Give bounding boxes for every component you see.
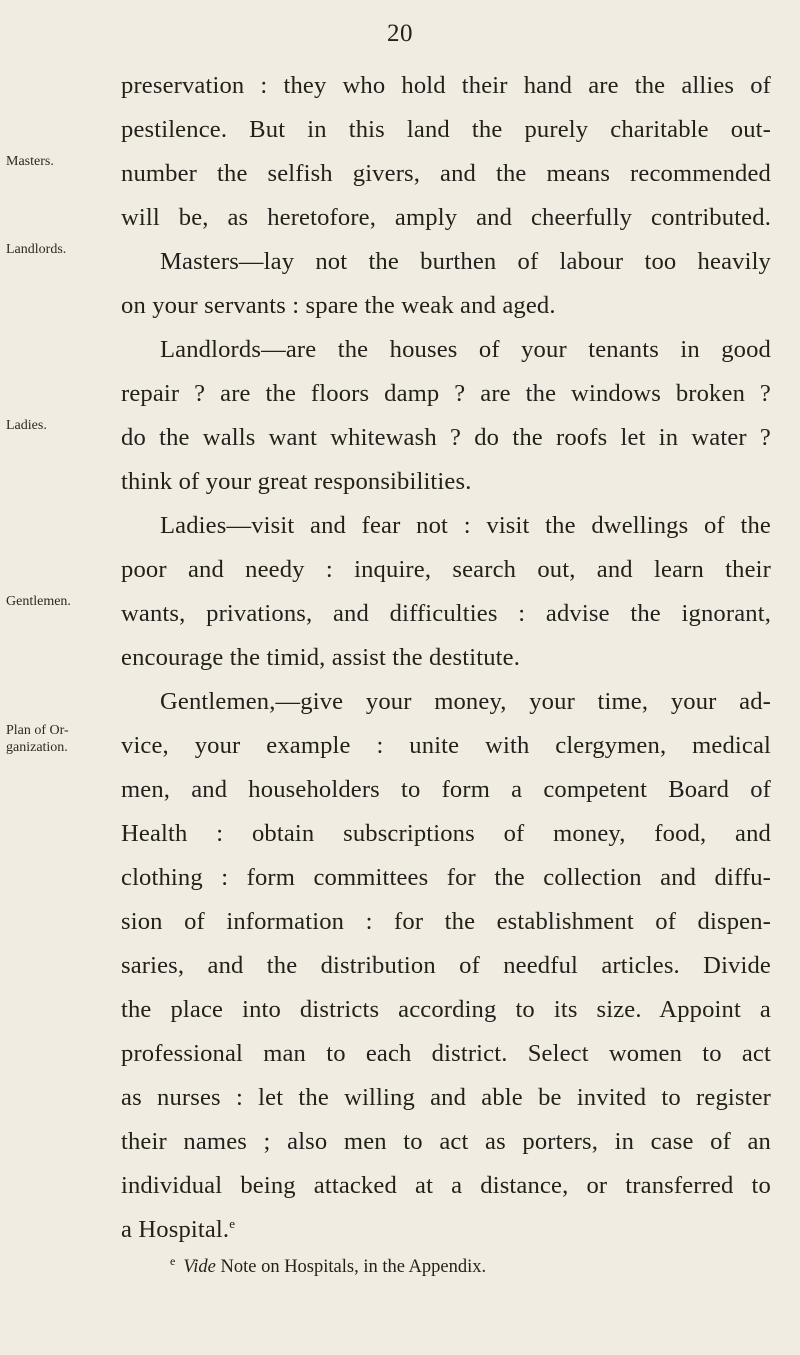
margin-note-plan-line-2: ganization. (6, 740, 68, 755)
text-line: preservation : they who hold their hand are the allies of (121, 72, 771, 99)
text-line: encourage the timid, assist the destitute. (121, 644, 521, 671)
text-line: saries, and the distribution of needful articles. Divide (121, 952, 771, 979)
text-line: clothing : form committees for the collection and diffu- (121, 864, 771, 891)
text-line: think of your great responsibilities. (121, 468, 472, 495)
text-line: Health : obtain subscriptions of money, food, and (121, 820, 771, 847)
text-line: Ladies—visit and fear not : visit the dwellings of the (160, 512, 771, 539)
page-number: 20 (387, 20, 413, 47)
text-line: sion of information : for the establishment of dispen- (121, 908, 771, 935)
text-line: Masters—lay not the burthen of labour too heavily (160, 248, 771, 275)
text-line: the place into districts according to its size. Appoint a (121, 996, 771, 1023)
text-line: Gentlemen,—give your money, your time, your ad- (160, 688, 771, 715)
text-line: number the selfish givers, and the means recommended (121, 160, 771, 187)
text-line-last (121, 1208, 771, 1252)
text-line: men, and householders to form a competent Board of (121, 776, 771, 803)
margin-note-gentlemen: Gentlemen. (6, 594, 71, 609)
margin-note-ladies: Ladies. (6, 418, 47, 433)
text-line-last-text: a Hospital. (121, 1216, 230, 1243)
margin-note-plan-line-1: Plan of Or- (6, 723, 69, 738)
text-line: pestilence. But in this land the purely charitable out- (121, 116, 771, 143)
text-line: repair ? are the floors damp ? are the windows broken ? (121, 380, 771, 407)
footnote-italic: Vide (183, 1257, 216, 1278)
footnote-mark: e (170, 1254, 176, 1268)
footnote (170, 1248, 486, 1280)
footnote-reference: e (229, 1215, 236, 1231)
margin-note-plan-of-organization (6, 722, 118, 756)
text-line: as nurses : let the willing and able be invited to register (121, 1084, 771, 1111)
text-line: will be, as heretofore, amply and cheerfully contributed. (121, 204, 771, 231)
text-line: Landlords—are the houses of your tenants in good (160, 336, 771, 363)
text-line: do the walls want whitewash ? do the roofs let in water ? (121, 424, 771, 451)
text-line: professional man to each district. Select women to act (121, 1040, 771, 1067)
text-line: wants, privations, and difficulties : advise the ignorant, (121, 600, 771, 627)
text-line: their names ; also men to act as porters, in case of an (121, 1128, 771, 1155)
text-line: individual being attacked at a distance, or transferred to (121, 1172, 771, 1199)
margin-note-landlords: Landlords. (6, 242, 67, 257)
text-line: vice, your example : unite with clergymen, medical (121, 732, 771, 759)
text-line: poor and needy : inquire, search out, and learn their (121, 556, 771, 583)
footnote-text: Note on Hospitals, in the Appendix. (215, 1257, 487, 1278)
margin-note-masters: Masters. (6, 154, 54, 169)
text-line: on your servants : spare the weak and aged. (121, 292, 556, 319)
